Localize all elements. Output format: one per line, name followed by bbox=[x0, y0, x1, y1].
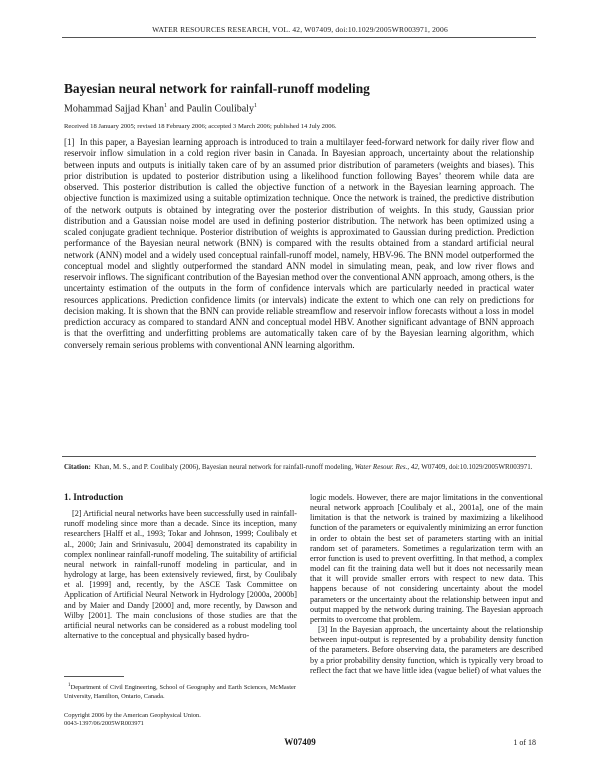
citation-label: Citation: bbox=[64, 463, 91, 471]
author-2: Paulin Coulibaly bbox=[186, 103, 254, 115]
paper-title: Bayesian neural network for rainfall-runoff modeling bbox=[64, 81, 370, 96]
section-heading: 1. Introduction bbox=[64, 492, 124, 502]
article-id: W07409 bbox=[284, 737, 316, 747]
intro-paragraph-2: [2] Artificial neural networks have been successfully used in rainfall-runoff modeling since more than a decade. Since its inception, many researchers [Halff et al., 1993; Tokar and Johnson, 1999; Coulibaly et al., 2000; Jain and Srinivasulu, 2004] demonstrated its capability in complex nonlinear rainfall-runoff modeling. The suitability of artificial neural network in rainfall-runoff modeling in particular, and in hydrology at large, has been extensively reviewed, first, by Coulibaly et al. [1999] and, recently, by the ASCE Task Committee on Application of Artificial Neural Network in Hydrology [2000a, 2000b] and by Maier and Dandy [2000] and, more recently, by Dawson and Wilby [2001]. The main conclusions of those studies are that the artificial neural networks can be considered as a robust modeling tool alternative to the conceptual and physically based hydro- bbox=[64, 509, 297, 641]
footnote-mark: 1 bbox=[67, 682, 71, 688]
page-number: 1 of 18 bbox=[513, 738, 536, 747]
abstract bbox=[64, 137, 534, 351]
author-1: Mohammad Sajjad Khan bbox=[64, 103, 164, 115]
copyright-line: Copyright 2006 by the American Geophysical Union. bbox=[64, 712, 201, 719]
received-dates: Received 18 January 2005; revised 18 February 2006; accepted 3 March 2006; published 14 July 2006. bbox=[64, 123, 337, 130]
abstract-rule bbox=[62, 456, 536, 457]
intro-paragraph-continued: logic models. However, there are major limitations in the conventional neural network approach [Coulibaly et al., 2001a], one of the main limitation is that the network is trained by maximizing a likelihood function of the parameters or equivalently minimizing an error function in order to obtain the best set of parameters starting with an initial random set of parameters. Sometimes a regularization term with an error function is used to prevent overfitting. In that method, a complex model can fit the training data well but it does not necessarily mean that it will provide smaller errors with respect to new data. This happens because of not considering uncertainty about the model parameters or the uncertainty about the relationship between input and output mapped by the network during training. The Bayesian approach permits to overcome that problem. bbox=[310, 493, 543, 624]
footnote-text: Department of Civil Engineering, School of Geography and Earth Sciences, McMaster University, Hamilton, Ontario, Canada. bbox=[64, 684, 296, 700]
author-conjunction: and bbox=[166, 103, 187, 115]
affiliation-footnote bbox=[64, 681, 296, 701]
abstract-text: In this paper, a Bayesian learning approach is introduced to train a multilayer feed-forward network for daily river flow and reservoir inflow simulation in a cold region river basin in Canada. In Bayesian approach, uncertainty about the relationship between inputs and outputs is initially taken care of by an assumed prior distribution of parameters (weights and biases). This prior distribution is updated to posterior distribution using a likelihood function following Bayes’ theorem while data are observed. This posterior distribution is called the objective function of a network in the Bayesian learning approach. The objective function is maximized using a suitable optimization technique. Once the network is trained, the predictive distribution of the network outputs is obtained by integrating over the posterior distribution of weights. In this study, Gaussian prior distribution and a Gaussian noise model are used in defining posterior distribution. The network has been optimized using a scaled conjugate gradient technique. Posterior distribution of weights is approximated to Gaussian during prediction. Prediction performance of the Bayesian neural network (BNN) is compared with the results obtained from a standard artificial neural network (ANN) model and a widely used conceptual rainfall-runoff model, namely, HBV-96. The BNN model outperformed the conceptual model and slightly outperformed the standard ANN model in simulating mean, peak, and low river flows and reservoir inflows. The significant contribution of the Bayesian method over the conventional ANN approach, among others, is the uncertainty estimation of the outputs in the form of confidence intervals which are particularly needed in practical water resources applications. Prediction confidence limits (or intervals) indicate the extent to which one can rely on predictions for decision making. It is shown that the BNN can provide reliable streamflow and reservoir inflow forecasts without a loss in model prediction accuracy as compared to standard ANN and conceptual model HBV. Another significant advantage of BNN approach is that the overfitting and underfitting problems are automatically taken care of by the Bayesian learning algorithm, which conversely remain serious problems with conventional ANN learning algorithm. bbox=[64, 137, 534, 350]
citation-text: Khan, M. S., and P. Coulibaly (2006), Bayesian neural network for rainfall-runoff modeling, bbox=[94, 463, 353, 471]
header-rule bbox=[62, 37, 536, 38]
author-line bbox=[64, 103, 257, 114]
running-header: WATER RESOURCES RESEARCH, VOL. 42, W07409, doi:10.1029/2005WR003971, 2006 bbox=[152, 25, 448, 34]
issn-line: 0043-1397/06/2005WR003971 bbox=[64, 720, 144, 728]
right-column bbox=[310, 493, 543, 676]
author-affiliation-mark: 1 bbox=[163, 103, 167, 109]
footnote-rule bbox=[64, 676, 124, 677]
intro-paragraph-3: [3] In the Bayesian approach, the uncertainty about the relationship between input-output is represented by a probability density function of the parameters. Before observing data, the parameters are described by a prior probability density function, which is typically very broad to reflect the fact that we have little idea (vague belief) of what values the bbox=[310, 625, 543, 675]
paragraph-marker: [1] bbox=[64, 137, 75, 147]
author-affiliation-mark: 1 bbox=[253, 103, 257, 109]
citation-doi: W07409, doi:10.1029/2005WR003971. bbox=[421, 463, 533, 471]
citation bbox=[64, 462, 534, 473]
copyright bbox=[64, 712, 201, 729]
citation-journal: Water Resour. Res., 42, bbox=[354, 463, 420, 471]
left-column bbox=[64, 492, 297, 641]
